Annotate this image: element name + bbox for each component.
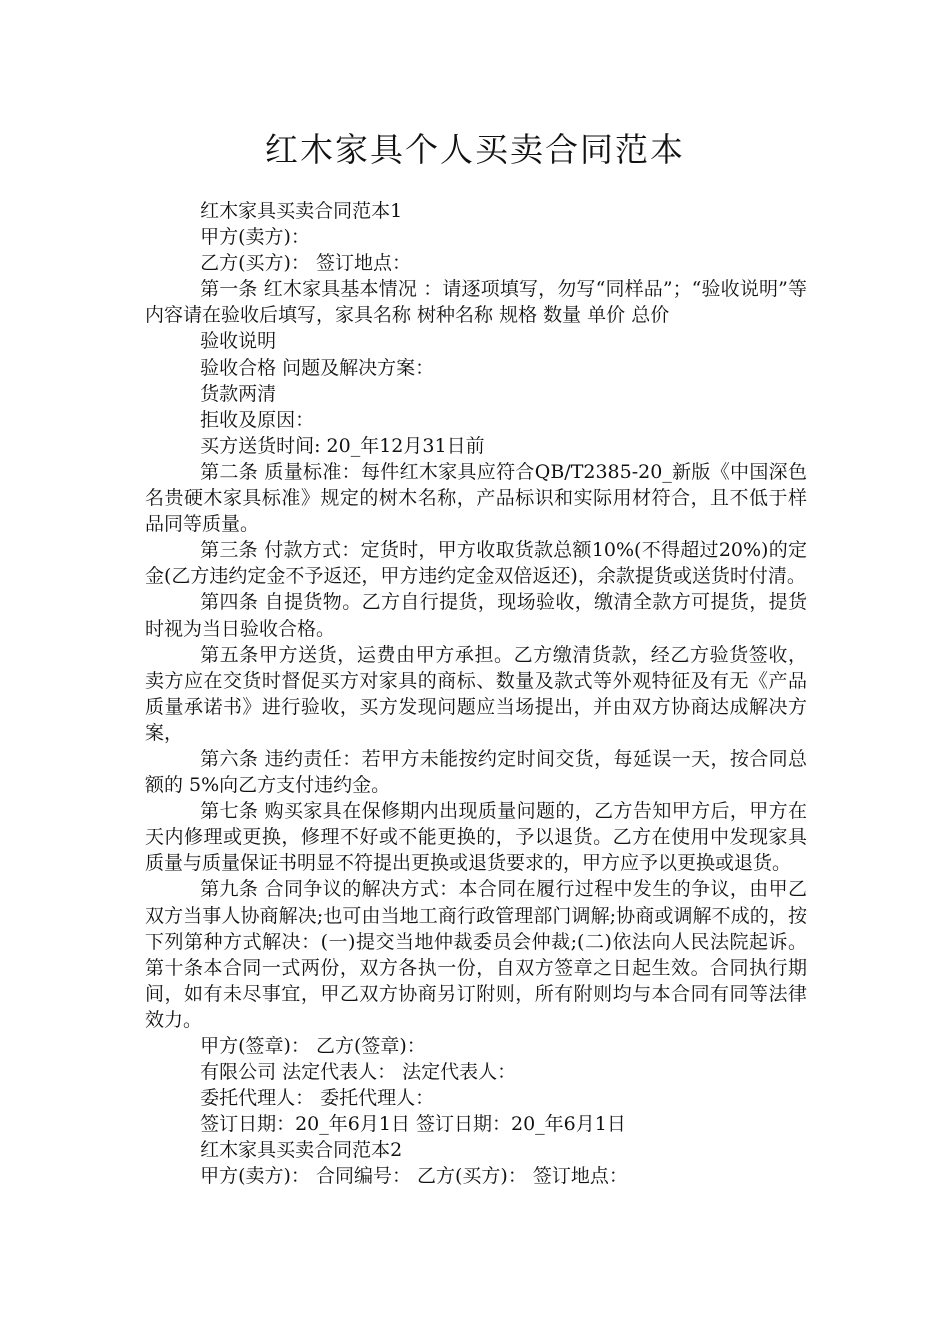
paragraph-party-a: 甲方(卖方)： <box>200 226 310 249</box>
paragraph-contract-heading-1: 红木家具买卖合同范本1 <box>200 200 403 222</box>
paragraph-article-9-10: 第九条 合同争议的解决方式：本合同在履行过程中发生的争议，由甲乙双方当事人协商解决;也可由当地工商行政管理部门调解;协商或调解不成的，按下列第种方式解决：(一)提交当地仲裁委员会仲裁;(二)依法向人民法院起诉。 第十条本合同一式两份，双方各执一份，自双方签章之日起生效。合同执行期间，如有未尽事宜，甲乙双方协商另订附则，所有附则均与本合同有同等法律效力。 <box>145 878 807 1031</box>
paragraph-legal-representative: 有限公司 法定代表人： 法定代表人： <box>200 1061 517 1084</box>
paragraph-rejection: 拒收及原因： <box>200 408 315 431</box>
paragraph-sign-dates: 签订日期：20_年6月1日 签订日期：20_年6月1日 <box>200 1113 626 1136</box>
paragraph-article-7: 第七条 购买家具在保修期内出现质量问题的，乙方告知甲方后，甲方在天内修理或更换，修理不好或不能更换的，予以退货。乙方在使用中发现家具质量与质量保证书明显不符提出更换或退货要求的，甲方应予以更换或退货。 <box>145 800 807 875</box>
paragraph-parties-2: 甲方(卖方)： 合同编号： 乙方(买方)： 签订地点： <box>200 1165 628 1188</box>
paragraph-payment-settled: 货款两清 <box>200 382 277 405</box>
paragraph-delivery-time: 买方送货时间: 20_年12月31日前 <box>200 434 485 457</box>
paragraph-article-6: 第六条 违约责任：若甲方未能按约定时间交货，每延误一天，按合同总额的 5%向乙方支付违约金。 <box>145 747 807 797</box>
paragraph-contract-heading-2: 红木家具买卖合同范本2 <box>200 1139 403 1162</box>
paragraph-party-b: 乙方(买方)： 签订地点： <box>200 252 411 275</box>
paragraph-article-4: 第四条 自提货物。乙方自行提货，现场验收，缴清全款方可提货，提货时视为当日验收合格。 <box>145 591 807 640</box>
paragraph-article-5: 第五条甲方送货，运费由甲方承担。乙方缴清货款，经乙方验货签收，卖方应在交货时督促买方对家具的商标、数量及款式等外观特征及有无《产品质量承诺书》进行验收，买方发现问题应当场提出，并由双方协商达成解决方案， <box>145 643 807 744</box>
paragraph-acceptance-note: 验收说明 <box>200 330 277 353</box>
paragraph-acceptance-pass: 验收合格 问题及解决方案： <box>200 356 435 379</box>
paragraph-article-2: 第二条 质量标准：每件红木家具应符合QB/T2385-20_新版《中国深色名贵硬木家具标准》规定的树木名称，产品标识和实际用材符合，且不低于样品同等质量。 <box>145 460 807 536</box>
paragraph-article-3: 第三条 付款方式：定货时，甲方收取货款总额10%(不得超过20%)的定金(乙方违约定金不予返还，甲方违约定金双倍返还)，余款提货或送货时付清。 <box>145 539 807 588</box>
document-title: 红木家具个人买卖合同范本 <box>265 130 685 169</box>
paragraph-signatures: 甲方(签章)： 乙方(签章)： <box>200 1035 426 1057</box>
paragraph-article-1: 第一条 红木家具基本情况 ：请逐项填写，勿写“同样品”；“验收说明”等内容请在验收后填写，家具名称 树种名称 规格 数量 单价 总价 <box>145 278 807 327</box>
paragraph-agent: 委托代理人： 委托代理人： <box>200 1087 435 1110</box>
document-body <box>145 198 807 1190</box>
